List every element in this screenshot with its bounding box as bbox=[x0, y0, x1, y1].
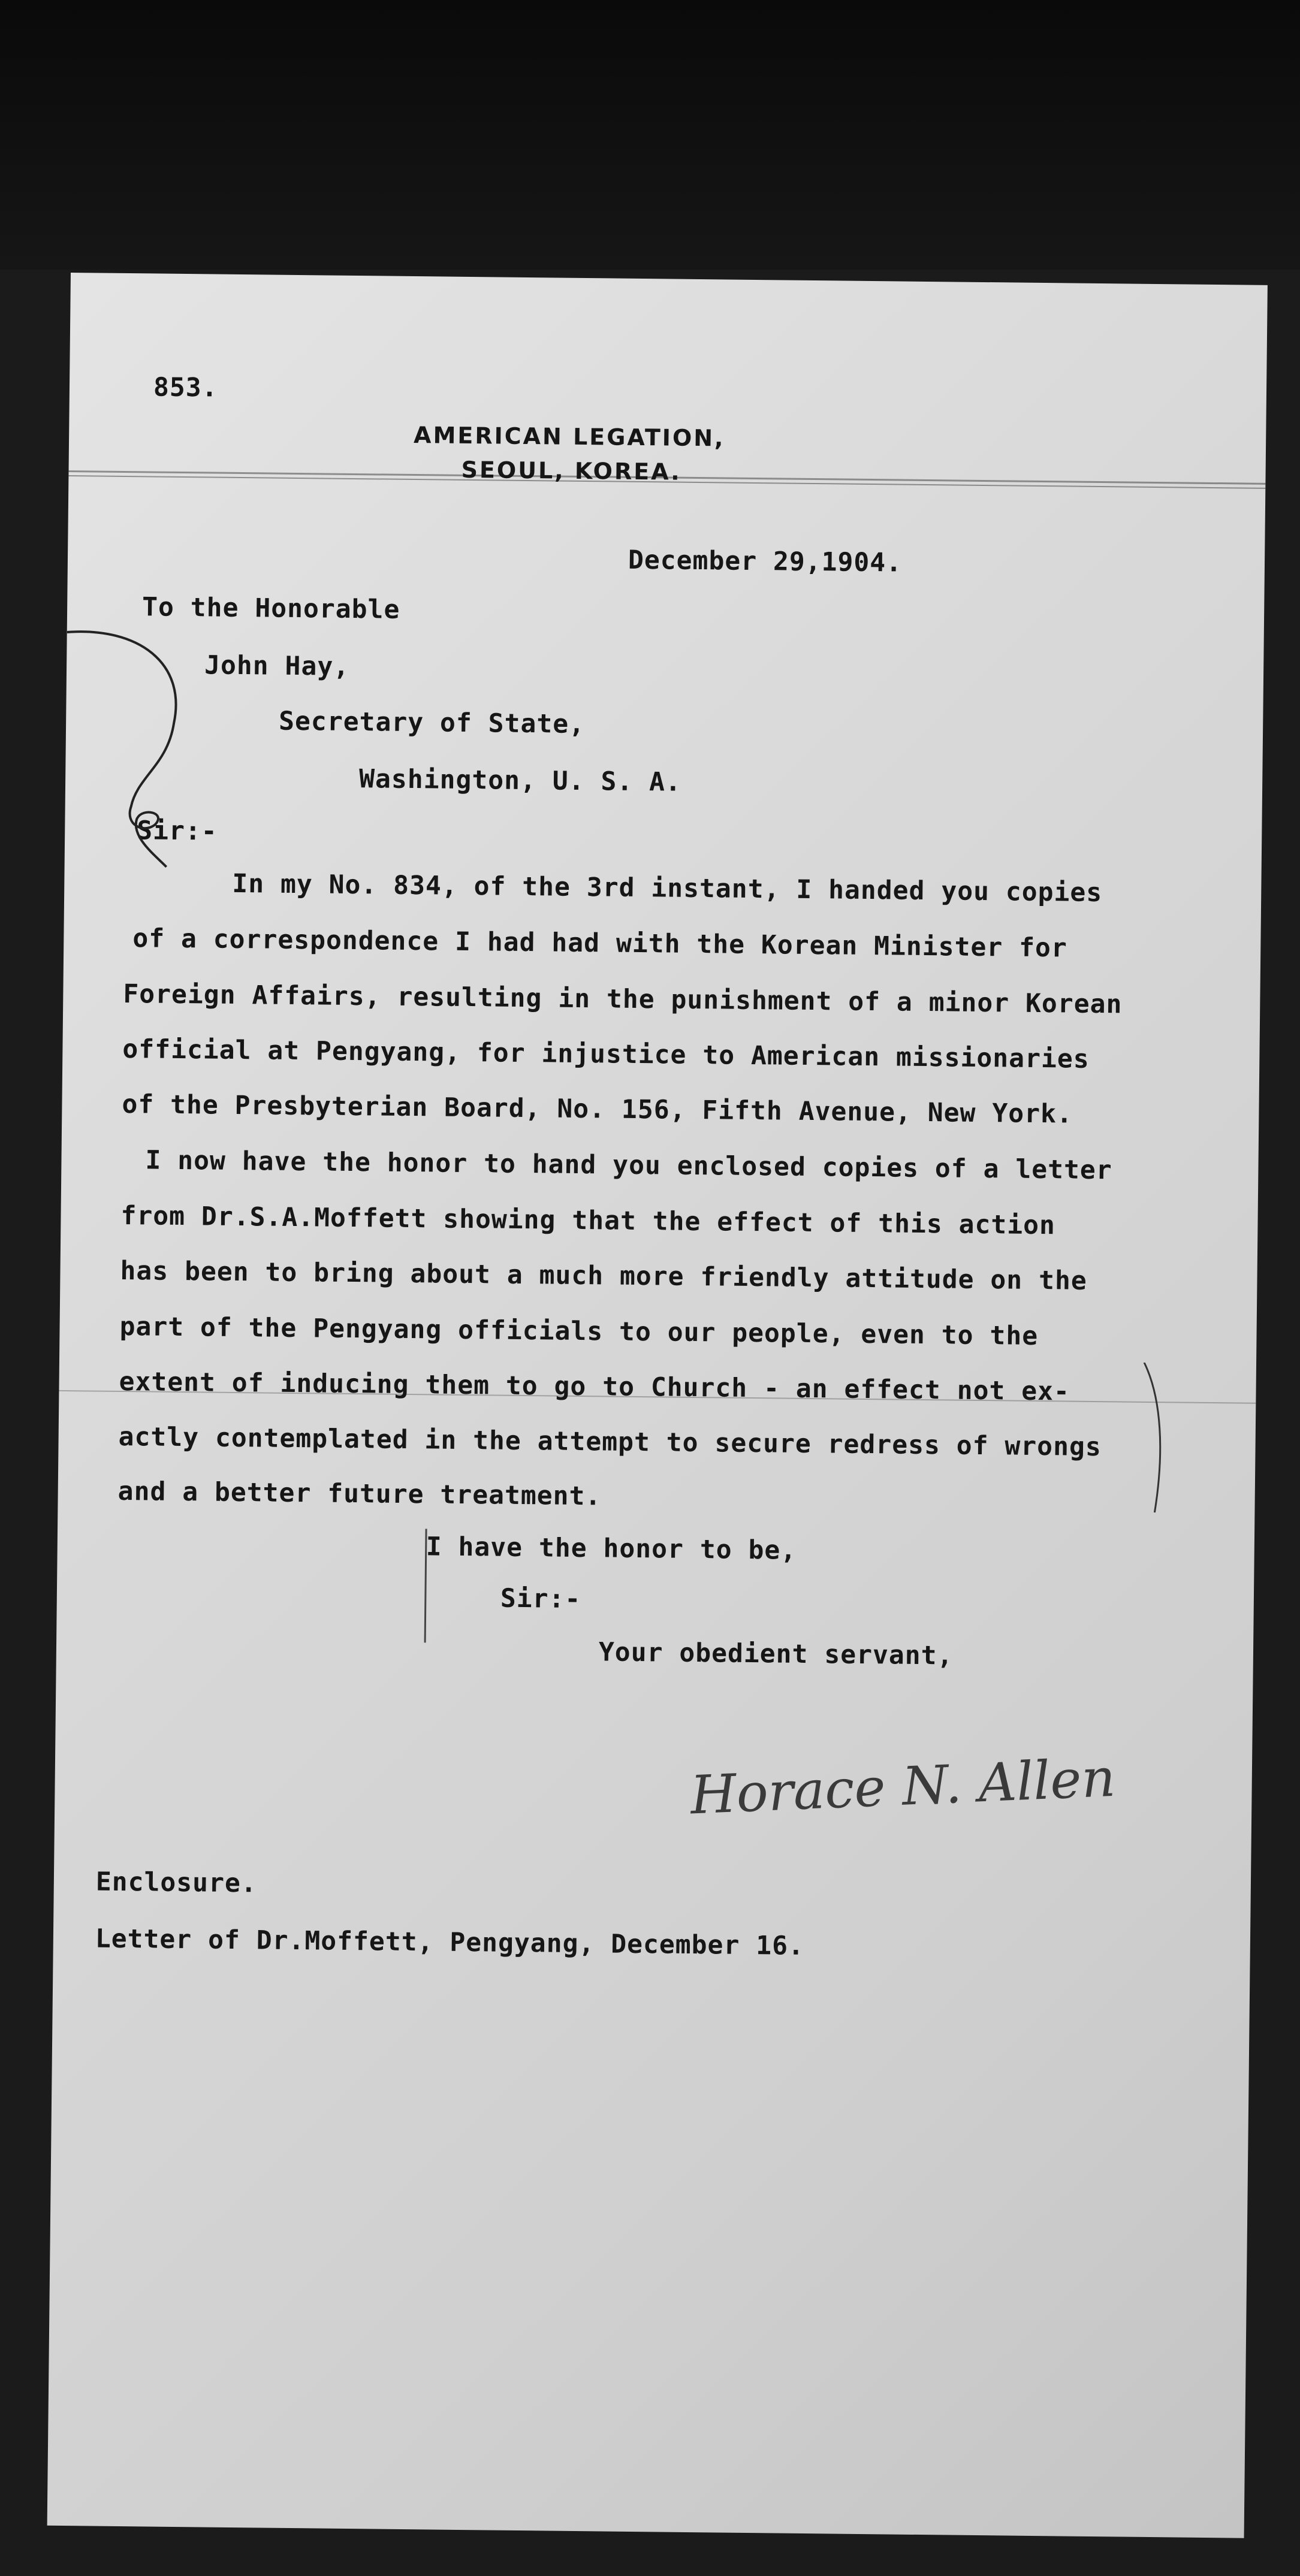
pencil-margin-mark bbox=[1136, 1363, 1174, 1519]
address-line-1: To the Honorable bbox=[141, 592, 400, 625]
body-line: extent of inducing them to go to Church - an effect not ex- bbox=[119, 1366, 1070, 1407]
body-line: has been to bring about a much more friendly attitude on the bbox=[120, 1255, 1088, 1296]
pencil-tick-mark bbox=[416, 1529, 435, 1648]
body-line: I now have the honor to hand you enclosed copies of a letter bbox=[145, 1145, 1112, 1186]
letterhead-line-1: AMERICAN LEGATION, bbox=[413, 422, 725, 452]
body-line: In my No. 834, of the 3rd instant, I handed you copies bbox=[232, 868, 1103, 908]
closing-line-3: Your obedient servant, bbox=[598, 1637, 954, 1671]
address-line-2: John Hay, bbox=[204, 650, 350, 682]
closing-line-2: Sir:- bbox=[500, 1583, 581, 1615]
pencil-bracket-mark bbox=[64, 626, 222, 880]
body-line: official at Pengyang, for injustice to American missionaries bbox=[122, 1034, 1090, 1074]
body-line: of the Presbyterian Board, No. 156, Fifth Avenue, New York. bbox=[122, 1089, 1073, 1130]
letterhead-line-2: SEOUL, KOREA. bbox=[461, 456, 681, 485]
address-line-4: Washington, U. S. A. bbox=[358, 764, 682, 798]
address-line-3: Secretary of State, bbox=[278, 706, 586, 740]
film-border bbox=[0, 0, 1300, 270]
body-line: from Dr.S.A.Moffett showing that the effect of this action bbox=[120, 1200, 1056, 1241]
handwritten-signature: Horace N. Allen bbox=[689, 1746, 1117, 1826]
body-line: of a correspondence I had had with the Korean Minister for bbox=[132, 923, 1068, 964]
body-line: Foreign Affairs, resulting in the punishment of a minor Korean bbox=[123, 979, 1123, 1020]
document-number: 853. bbox=[153, 372, 218, 403]
body-line: part of the Pengyang officials to our people, even to the bbox=[119, 1311, 1039, 1351]
document-page bbox=[47, 273, 1268, 2538]
enclosure-item: Letter of Dr.Moffett, Pengyang, December 16. bbox=[95, 1923, 805, 1961]
body-line: actly contemplated in the attempt to secure redress of wrongs bbox=[118, 1421, 1102, 1463]
body-line: and a better future treatment. bbox=[117, 1476, 602, 1512]
closing-line-1: I have the honor to be, bbox=[426, 1532, 797, 1566]
letter-date: December 29,1904. bbox=[628, 545, 903, 578]
enclosure-label: Enclosure. bbox=[95, 1867, 258, 1899]
salutation: Sir:- bbox=[136, 816, 218, 847]
